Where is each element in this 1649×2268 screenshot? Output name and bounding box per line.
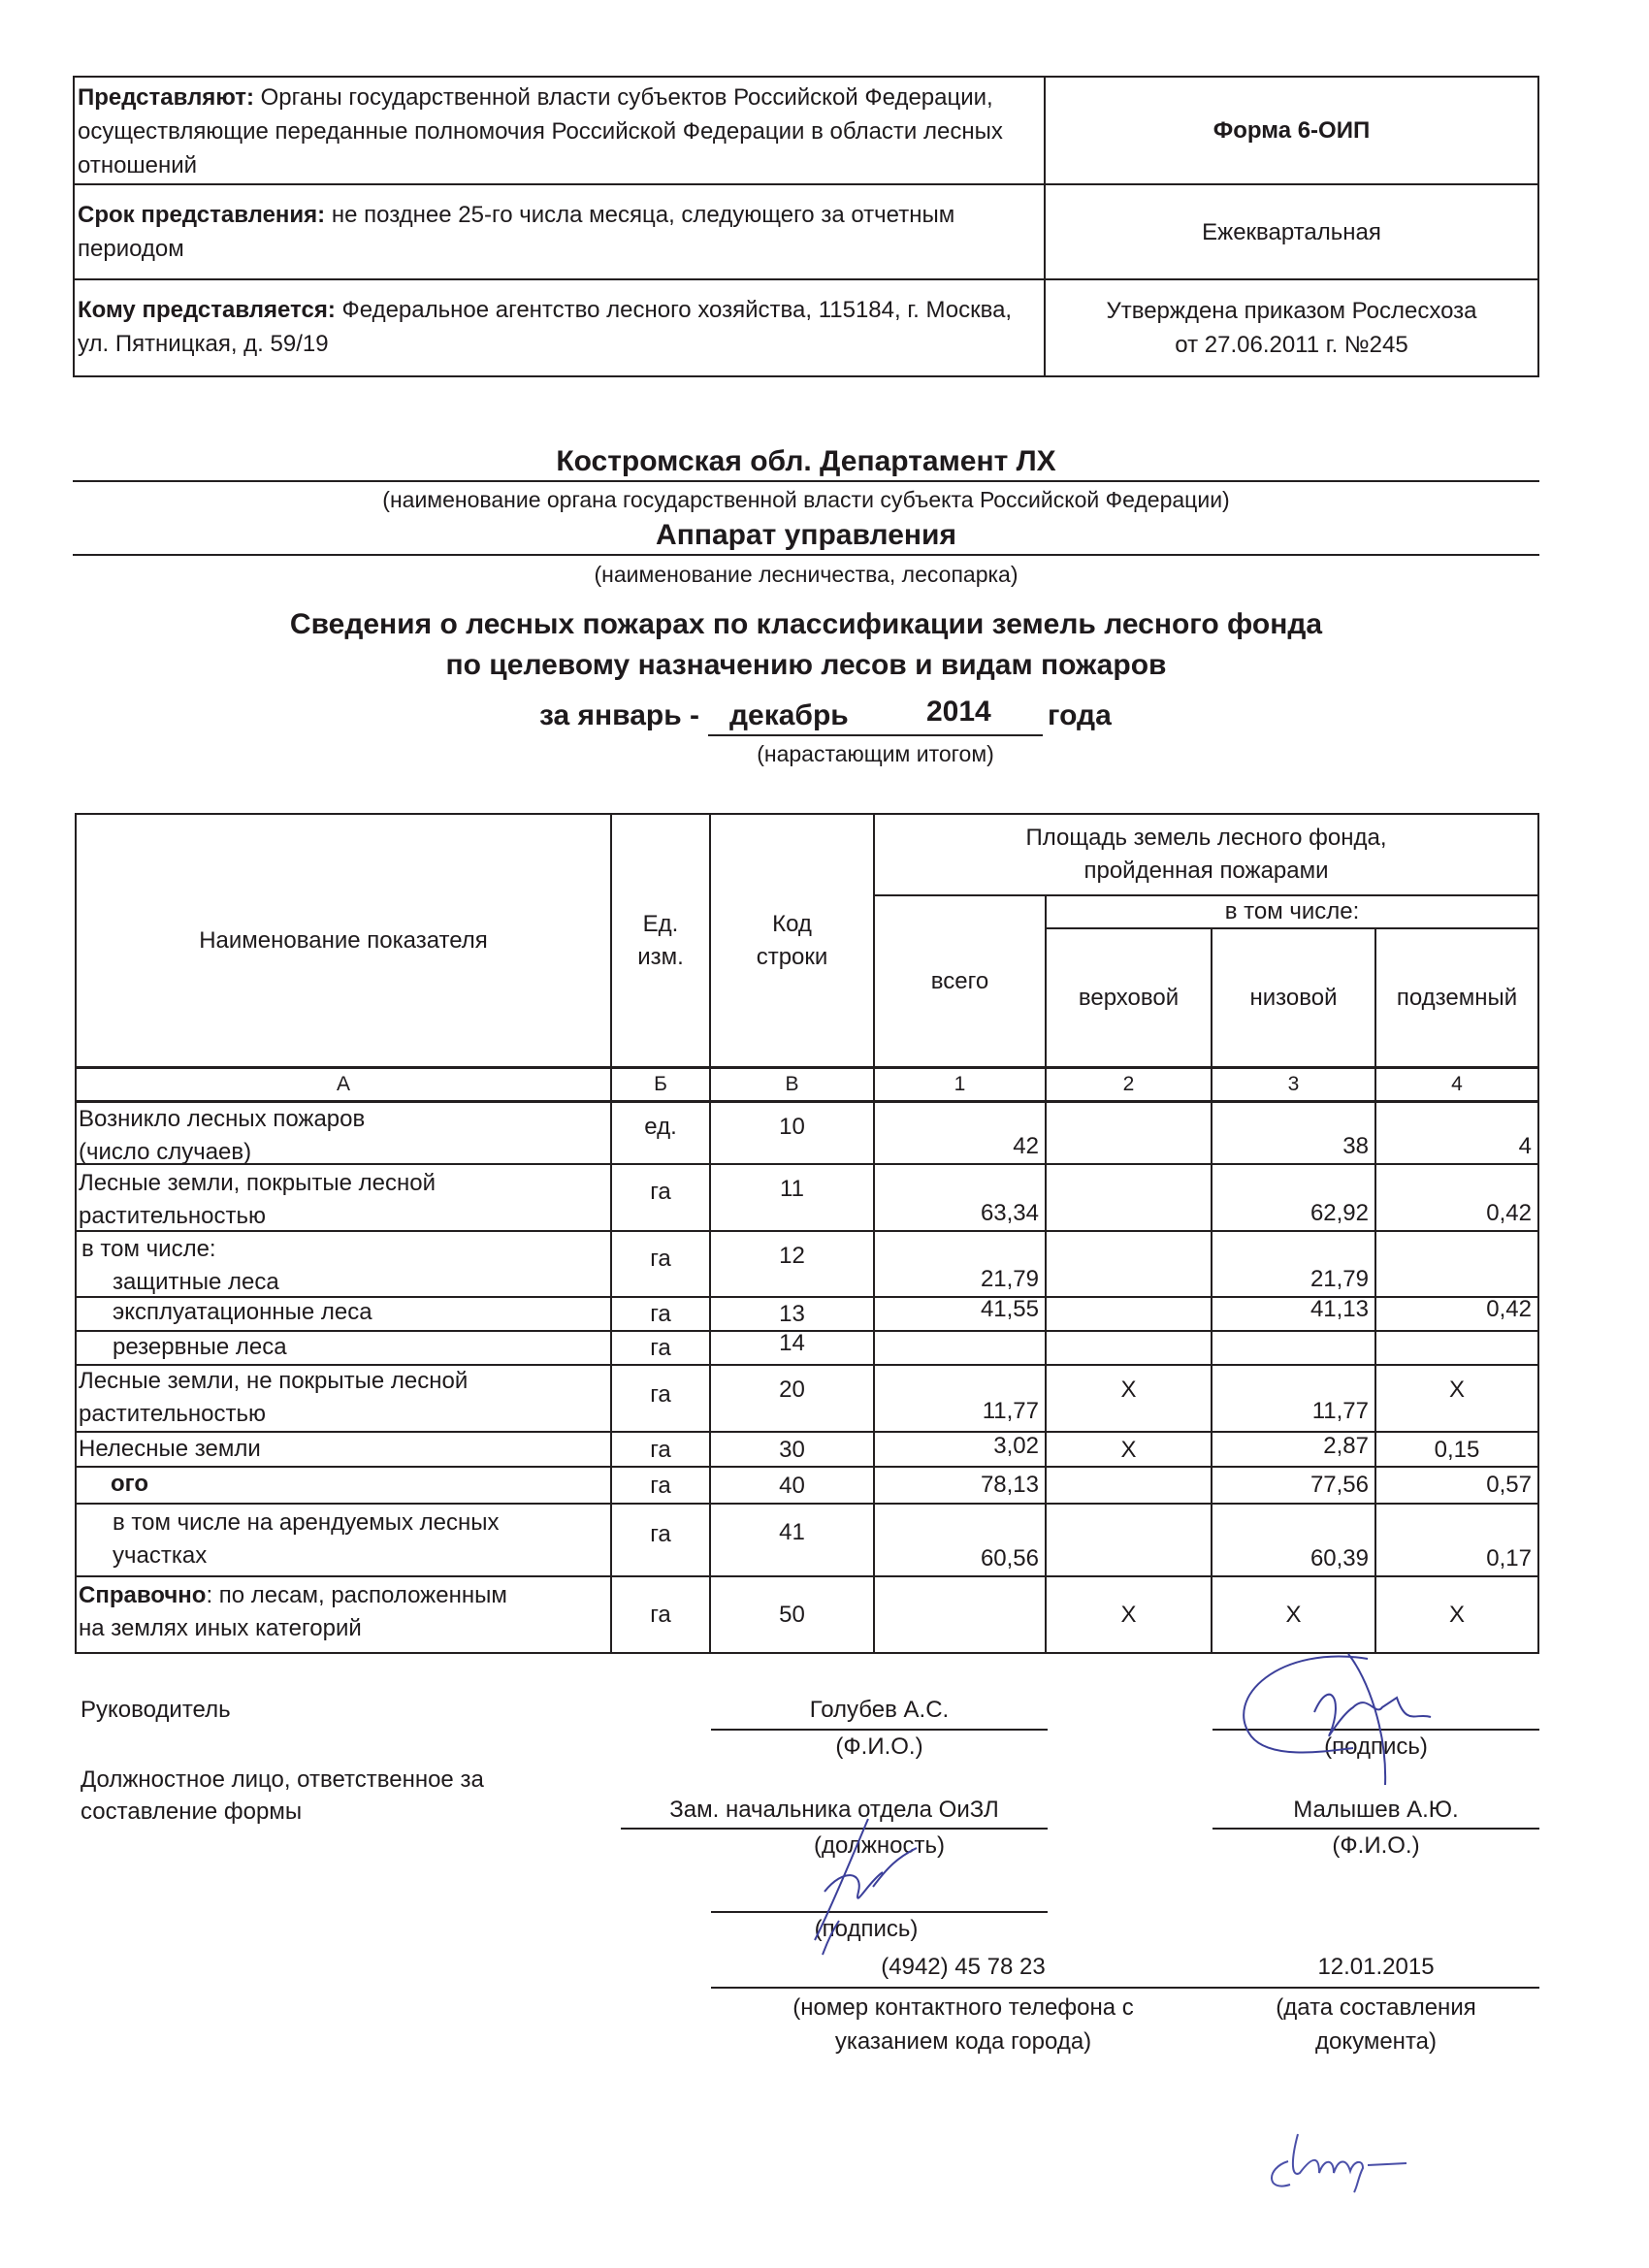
row-unit: га	[650, 1381, 671, 1408]
row-name	[79, 1167, 607, 1233]
row-name-bold: Справочно	[79, 1582, 207, 1608]
recipient-label: Кому представляется:	[78, 297, 336, 323]
row-name	[79, 1579, 607, 1645]
row-surface: 77,56	[1310, 1472, 1369, 1498]
row-code: 50	[779, 1602, 805, 1628]
row-ground: 0,42	[1486, 1200, 1532, 1226]
row-code: 40	[779, 1472, 805, 1499]
divider	[73, 76, 75, 377]
row-name-line-2: на землях иных категорий	[79, 1615, 362, 1641]
row-name-line-1: Лесные земли, не покрытые лесной	[79, 1368, 469, 1394]
row-unit: га	[650, 1436, 671, 1463]
header-unit-line-1: Ед.	[642, 910, 679, 937]
unit-underline	[73, 554, 1539, 556]
period-prefix: за январь -	[539, 699, 699, 731]
index-4: 4	[1451, 1073, 1463, 1095]
frequency: Ежеквартальная	[1202, 218, 1381, 245]
row-total: 3,02	[993, 1433, 1039, 1459]
row-name: эксплуатационные леса	[113, 1299, 372, 1325]
header-unit-line-2: изм.	[637, 943, 684, 970]
row-name: Нелесные земли	[79, 1436, 261, 1462]
row-unit: га	[650, 1602, 671, 1628]
row-crown: X	[1120, 1436, 1137, 1463]
date-caption-line-1: (дата составления	[1276, 1994, 1476, 2021]
row-name-line-1: Лесные земли, покрытые лесной	[79, 1170, 436, 1196]
recipient-text: Федеральное агентство лесного хозяйства, 115184, г. Москва, ул. Пятницкая, д. 59/19	[78, 297, 1013, 357]
deadline-text: не позднее 25-го числа месяца, следующего за отчетным периодом	[78, 202, 955, 262]
divider	[73, 375, 1539, 377]
date-caption	[1212, 1991, 1539, 2058]
report-date: 12.01.2015	[1317, 1954, 1435, 1980]
row-crown: X	[1120, 1602, 1137, 1628]
responsible-label	[81, 1764, 484, 1828]
head-fio-caption: (Ф.И.О.)	[835, 1733, 923, 1760]
row-unit: га	[650, 1334, 671, 1361]
period-month: декабрь	[729, 699, 849, 731]
row-total: 11,77	[982, 1398, 1039, 1424]
row-name-line-1: в том числе на арендуемых лесных	[113, 1509, 500, 1536]
report-title-line-2: по целевому назначению лесов и видам пожаров	[445, 649, 1167, 681]
row-name-line-1: Возникло лесных пожаров	[79, 1106, 366, 1132]
row-unit: га	[650, 1300, 671, 1327]
row-name: ого	[111, 1471, 148, 1497]
row-unit: га	[650, 1179, 671, 1205]
header-ground: подземный	[1396, 984, 1518, 1011]
index-a: А	[336, 1073, 350, 1095]
header-area	[875, 815, 1537, 894]
report-title-line-1: Сведения о лесных пожарах по классификации земель лесного фонда	[289, 608, 1323, 640]
organization-underline	[73, 480, 1539, 482]
header-surface: низовой	[1249, 984, 1338, 1011]
period-underline	[708, 734, 1043, 736]
submitters-text: Органы государственной власти субъектов Российской Федерации, осуществляющие переданные полномочия Российской Федерации в области лесных отношений	[78, 84, 1003, 178]
row-name-line-2: участках	[113, 1542, 208, 1569]
phone-date-line	[711, 1987, 1539, 1989]
unit-caption: (наименование лесничества, лесопарка)	[594, 562, 1018, 587]
row-name	[113, 1507, 607, 1572]
row-crown	[1047, 1103, 1211, 1163]
header-code-line-2: строки	[756, 943, 828, 970]
unit-name: Аппарат управления	[656, 519, 956, 551]
header-crown: верховой	[1078, 984, 1180, 1011]
header-total: всего	[930, 967, 989, 994]
period-suffix: года	[1048, 699, 1112, 731]
position-caption: (должность)	[814, 1832, 945, 1859]
row-unit: га	[650, 1521, 671, 1547]
approval-line-2: от 27.06.2011 г. №245	[1175, 332, 1408, 358]
responsible-label-line-1: Должностное лицо, ответственное за	[81, 1766, 484, 1793]
row-name	[81, 1233, 605, 1299]
responsible-name-line	[1212, 1828, 1539, 1830]
head-signature-caption: (подпись)	[1324, 1733, 1428, 1760]
index-1: 1	[954, 1073, 966, 1095]
header-area-line-1: Площадь земель лесного фонда,	[1025, 825, 1387, 851]
recipient-cell	[78, 293, 1043, 361]
organization-name: Костромская обл. Департамент ЛХ	[556, 445, 1056, 477]
deadline-cell	[78, 198, 1038, 266]
row-surface: 62,92	[1310, 1200, 1369, 1226]
row-ground: X	[1448, 1602, 1465, 1628]
approval-note	[1046, 280, 1537, 375]
row-total: 78,13	[980, 1472, 1039, 1498]
row-ground: 0,17	[1486, 1545, 1532, 1571]
approval-line-1: Утверждена приказом Рослесхоза	[1106, 298, 1477, 324]
row-total	[875, 1577, 1045, 1653]
row-code: 13	[779, 1300, 805, 1327]
row-code: 10	[779, 1114, 805, 1140]
deadline-label: Срок представления:	[78, 202, 326, 228]
row-code: 14	[779, 1329, 805, 1356]
row-surface: 60,39	[1310, 1545, 1369, 1571]
phone-caption-line-1: (номер контактного телефона с	[792, 1994, 1134, 2021]
head-signature-mark-icon	[1222, 1639, 1513, 1790]
index-3: 3	[1287, 1073, 1300, 1095]
index-b: Б	[654, 1073, 667, 1095]
responsible-name: Малышев А.Ю.	[1293, 1797, 1459, 1823]
row-name-line-1: в том числе:	[81, 1236, 216, 1262]
responsible-fio-caption: (Ф.И.О.)	[1332, 1832, 1420, 1859]
row-code: 12	[779, 1243, 805, 1269]
row-code: 11	[780, 1176, 804, 1202]
phone-caption	[711, 1991, 1215, 2058]
row-name-line-2: растительностью	[79, 1203, 266, 1229]
row-total: 60,56	[980, 1545, 1039, 1571]
header-indicator: Наименование показателя	[199, 926, 488, 954]
responsible-signature-mark-icon	[776, 1814, 931, 1964]
header-code	[711, 815, 873, 1066]
row-surface: X	[1285, 1602, 1302, 1628]
row-code: 30	[779, 1436, 805, 1463]
row-unit: га	[650, 1472, 671, 1499]
period-caption: (нарастающим итогом)	[757, 741, 994, 766]
row-surface: 21,79	[1310, 1266, 1369, 1292]
row-ground: 4	[1518, 1133, 1532, 1159]
row-surface: 38	[1342, 1133, 1369, 1159]
head-label: Руководитель	[81, 1697, 231, 1723]
period-year: 2014	[926, 696, 991, 728]
phone-caption-line-2: указанием кода города)	[834, 2028, 1092, 2055]
header-including: в том числе:	[1224, 898, 1360, 924]
row-unit: га	[650, 1246, 671, 1272]
bottom-signature-mark-icon	[1261, 2124, 1494, 2207]
row-code: 20	[779, 1377, 805, 1403]
date-caption-line-2: документа)	[1314, 2028, 1437, 2055]
row-ground: 0,42	[1486, 1296, 1532, 1322]
row-ground: X	[1448, 1377, 1465, 1403]
header-code-line-1: Код	[772, 910, 812, 937]
responsible-label-line-2: составление формы	[81, 1798, 303, 1825]
row-unit: ед.	[644, 1114, 677, 1140]
row-total: 63,34	[980, 1200, 1039, 1226]
row-ground: 0,15	[1434, 1436, 1480, 1463]
header-area-line-2: пройденная пожарами	[1083, 858, 1329, 884]
row-name: резервные леса	[113, 1334, 287, 1360]
row-total: 41,55	[980, 1296, 1039, 1322]
row-name-line-1: : по лесам, расположенным	[206, 1582, 507, 1608]
responsible-position: Зам. начальника отдела ОиЗЛ	[669, 1797, 999, 1823]
responsible-signature-caption: (подпись)	[814, 1916, 919, 1942]
row-surface: 2,87	[1323, 1433, 1369, 1459]
row-total: 21,79	[980, 1266, 1039, 1292]
submitters-label: Представляют:	[78, 84, 254, 111]
phone: (4942) 45 78 23	[881, 1954, 1046, 1980]
head-name: Голубев А.С.	[809, 1697, 950, 1723]
row-ground: 0,57	[1486, 1472, 1532, 1498]
row-name	[79, 1103, 607, 1169]
header-unit	[612, 815, 709, 1066]
row-name-line-2: (число случаев)	[79, 1139, 252, 1165]
submitters-cell	[78, 81, 1038, 182]
row-name	[79, 1365, 607, 1431]
organization-caption: (наименование органа государственной власти субъекта Российской Федерации)	[382, 487, 1230, 512]
row-name-line-2: растительностью	[79, 1401, 266, 1427]
row-crown: X	[1120, 1377, 1137, 1403]
index-v: В	[785, 1073, 799, 1095]
row-name-line-2: защитные леса	[113, 1269, 279, 1295]
row-surface: 41,13	[1310, 1296, 1369, 1322]
head-name-line	[711, 1729, 1048, 1731]
row-surface: 11,77	[1311, 1398, 1369, 1424]
divider	[1537, 76, 1539, 377]
row-total: 42	[1013, 1133, 1039, 1159]
divider	[1537, 813, 1539, 1654]
row-code: 41	[779, 1519, 805, 1545]
index-2: 2	[1122, 1073, 1135, 1095]
form-name: Форма 6-ОИП	[1212, 117, 1371, 144]
